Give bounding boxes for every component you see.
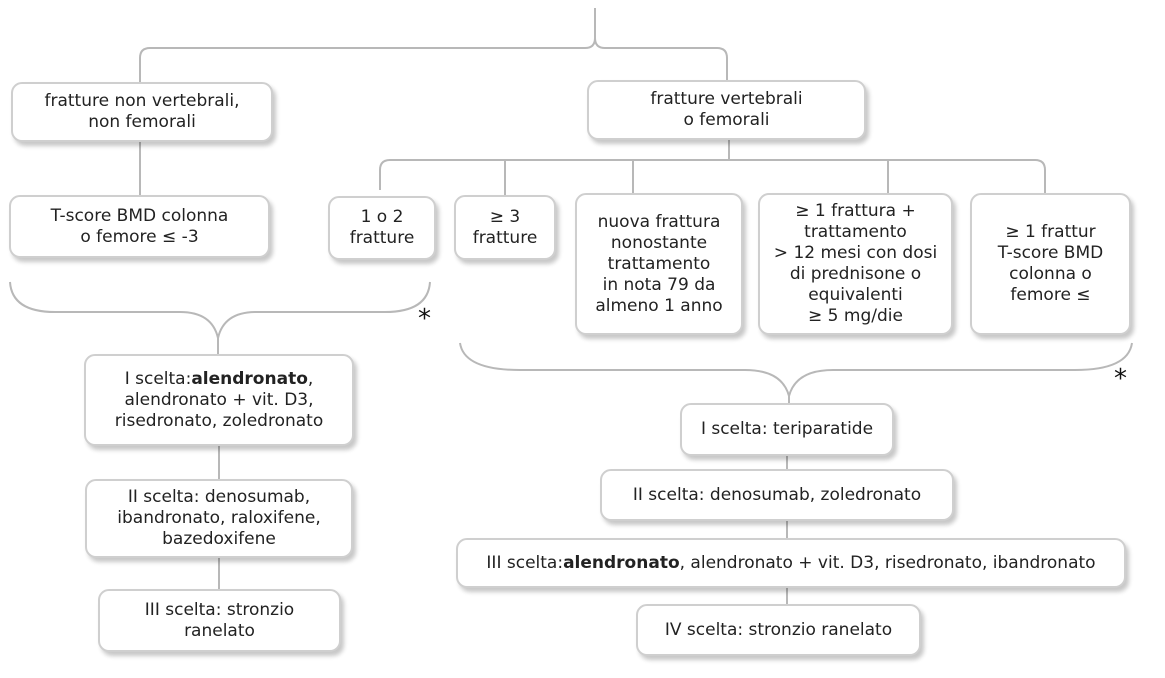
right-branch-header (587, 80, 866, 140)
left-first-choice-line-3: risedronato, zoledronato (114, 410, 324, 431)
left-condition-tscore (9, 195, 270, 258)
option-3-line-1: ≥ 1 frattura + (795, 201, 916, 221)
left-second-choice-line-1: II scelta: denosumab, (127, 487, 311, 507)
option-2-line-4: in nota 79 da (602, 274, 716, 295)
left-curly-brace (10, 282, 430, 354)
option-4-line-2: T-score BMD (997, 243, 1104, 263)
left-asterisk: * (418, 304, 431, 334)
connector-top-left (140, 8, 595, 85)
option-1-line-1: ≥ 3 (489, 206, 521, 227)
option-4-line-1: ≥ 1 frattur (1005, 222, 1096, 242)
connector-right-options-bar (380, 160, 1045, 195)
option-3-line-4: di prednisone o (789, 264, 922, 284)
left-first-choice-line-2: alendronato + vit. D3, (124, 389, 314, 410)
left-third-choice-line-1: III scelta: stronzio (144, 599, 295, 620)
right-option-3-fractures (454, 195, 556, 260)
right-option-prednisone (758, 193, 953, 335)
option-4-line-3: colonna o (1009, 264, 1092, 284)
left-first-choice-line-1 (125, 369, 314, 390)
right-header-line-2: o femorali (683, 110, 770, 130)
left-first-choice-suffix: , (307, 368, 314, 389)
connector-top-right (595, 38, 727, 82)
right-third-choice-bold: alendronato (563, 552, 680, 573)
option-2-line-2: nonostante (610, 232, 708, 253)
count-line-2: fratture (349, 228, 415, 248)
left-condition-line-1: T-score BMD colonna (50, 205, 229, 226)
right-asterisk: * (1114, 364, 1127, 394)
left-header-line-1: fratture non vertebrali, (44, 91, 240, 111)
left-second-choice-line-2: ibandronato, raloxifene, (117, 508, 321, 528)
option-2-line-3: trattamento (607, 253, 711, 274)
right-third-choice-line (486, 553, 1095, 574)
right-option-1-or-2-fractures (328, 196, 436, 260)
left-second-choice-line-3: bazedoxifene (162, 529, 276, 549)
right-option-new-fracture (575, 193, 743, 335)
right-header-line-1: fratture vertebrali (650, 89, 803, 109)
right-option-tscore (970, 193, 1131, 335)
left-second-choice (85, 479, 353, 558)
option-3-line-2: trattamento (804, 222, 907, 242)
right-third-choice-prefix: III scelta: (486, 552, 564, 573)
count-line-1: 1 o 2 (360, 207, 404, 227)
left-header-line-2: non femorali (88, 112, 196, 132)
option-2-line-1: nuova frattura (597, 211, 721, 232)
right-second-choice: II scelta: denosumab, zoledronato (600, 469, 954, 521)
option-1-line-2: fratture (472, 227, 538, 248)
right-curly-brace (460, 343, 1132, 403)
left-branch-header (11, 82, 273, 142)
option-3-line-3: > 12 mesi con dosi (773, 243, 938, 263)
left-first-choice-bold: alendronato (191, 368, 308, 389)
left-first-choice (84, 354, 354, 446)
option-4-line-4: femore ≤ (1010, 285, 1091, 305)
right-fourth-choice: IV scelta: stronzio ranelato (636, 604, 921, 656)
option-3-line-5: equivalenti (808, 285, 903, 305)
left-condition-line-2: o femore ≤ -3 (80, 226, 199, 247)
right-first-choice: I scelta: teriparatide (680, 403, 894, 456)
left-third-choice (98, 589, 341, 652)
left-first-choice-prefix: I scelta: (124, 368, 192, 389)
right-third-choice (456, 538, 1126, 588)
right-third-choice-suffix: , alendronato + vit. D3, risedronato, ibandronato (679, 552, 1096, 573)
option-3-line-6: ≥ 5 mg/die (808, 306, 903, 326)
option-2-line-5: almeno 1 anno (595, 295, 723, 316)
left-third-choice-line-2: ranelato (184, 620, 255, 641)
